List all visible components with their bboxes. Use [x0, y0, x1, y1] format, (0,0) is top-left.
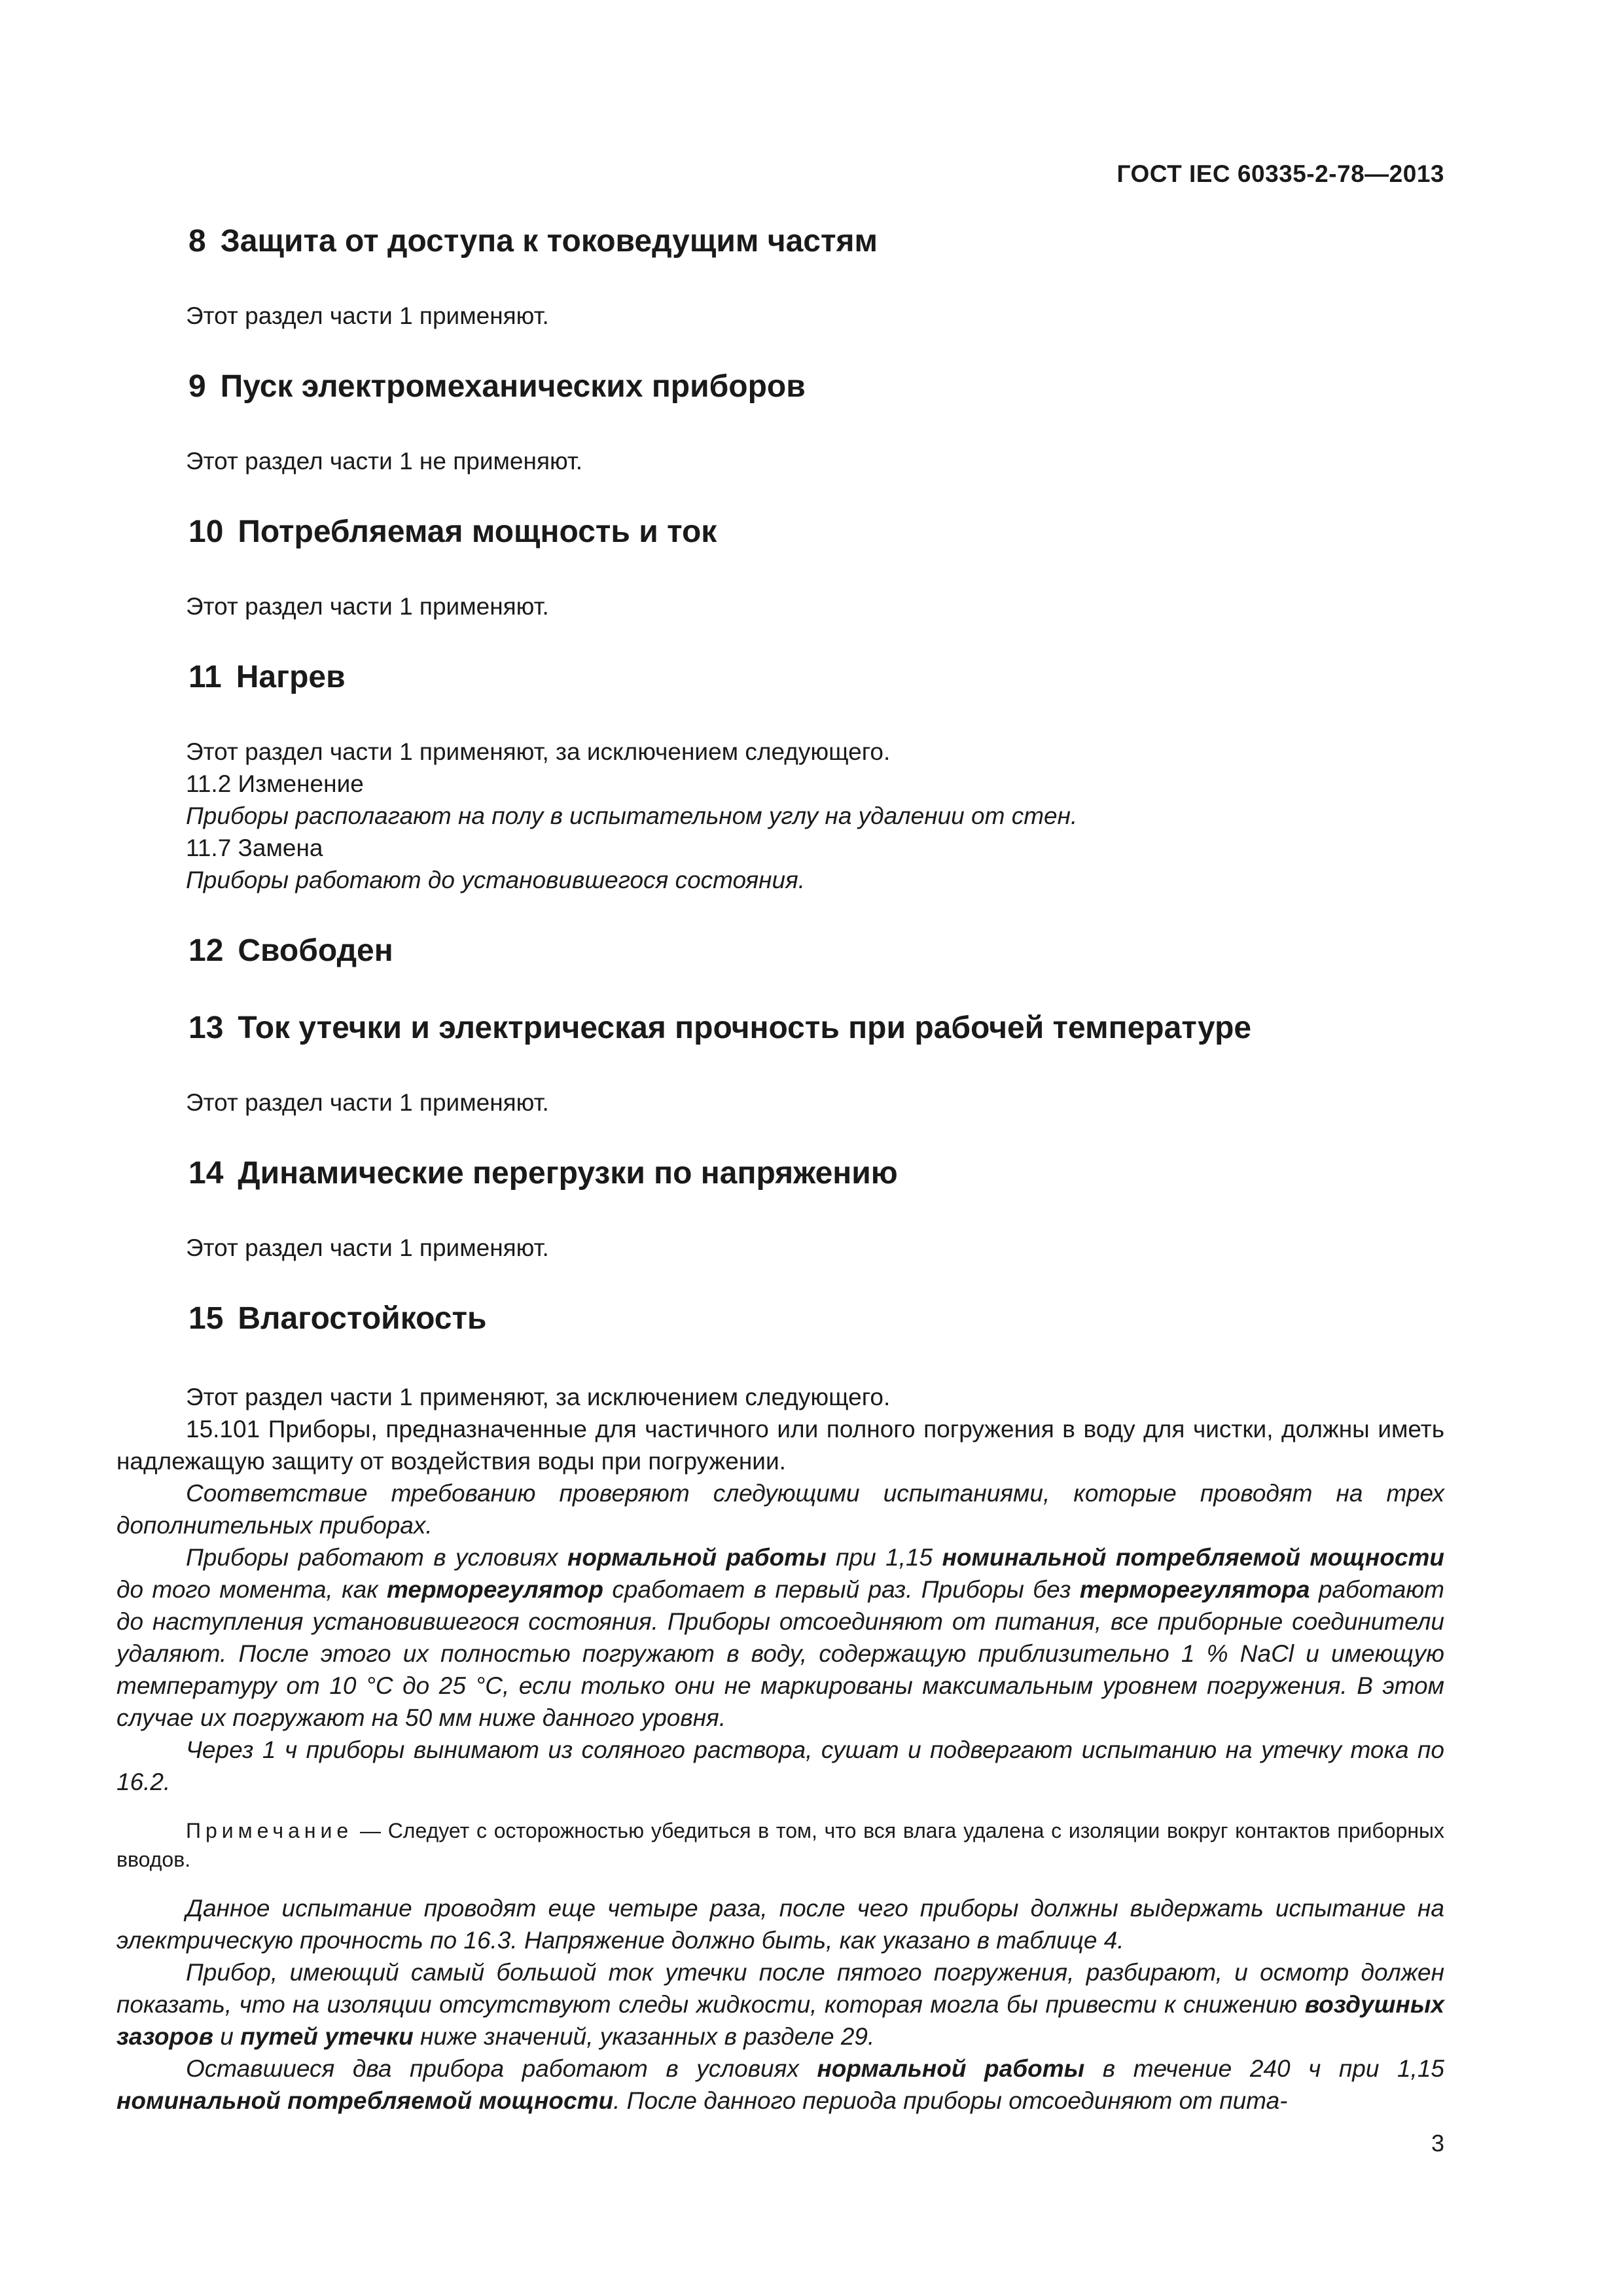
- test-paragraph: Через 1 ч приборы вынимают из соляного раствора, сушат и подвергают испытанию на утечку тока по 16.2.: [116, 1736, 1444, 1795]
- note: Примечание — Следует с осторожностью убедиться в том, что вся влага удалена с изоляции вокруг контактов приборных вводов.: [116, 1819, 1444, 1871]
- section-text: Этот раздел части 1 применяют.: [186, 302, 549, 329]
- page-content: [116, 223, 1444, 2117]
- section-title: 10 Потребляемая мощность и ток: [188, 514, 717, 549]
- section-text: Этот раздел части 1 применяют.: [186, 1089, 549, 1116]
- section-title: 14 Динамические перегрузки по напряжению: [188, 1156, 898, 1191]
- section-text: Этот раздел части 1 применяют.: [186, 593, 549, 620]
- clause-text: Приборы работают до установившегося состояния.: [186, 867, 806, 893]
- clause-heading: 11.7 Замена: [186, 834, 323, 861]
- section-11: [116, 658, 1444, 896]
- section-text: Этот раздел части 1 применяют, за исключением следующего.: [186, 738, 891, 765]
- standard-header: ГОСТ IEC 60335-2-78—2013: [1116, 160, 1444, 187]
- section-title: 12 Свободен: [188, 933, 393, 968]
- section-title: 11 Нагрев: [188, 660, 346, 694]
- section-title: 13 Ток утечки и электрическая прочность при рабочей температуре: [188, 1011, 1252, 1045]
- test-paragraph: Оставшиеся два прибора работают в условиях нормальной работы в течение 240 ч при 1,15 номинальной потребляемой мощности. После данного периода приборы отсоединяют от пита-: [116, 2055, 1444, 2114]
- section-9: [116, 368, 1444, 477]
- test-paragraph: Приборы работают в условиях нормальной работы при 1,15 номинальной потребляемой мощности до того момента, как терморегулятор сработает в первый раз. Приборы без терморегулятора работают до наступления установившегося состояния. Приборы отсоединяют от питания, все приборные соединители удаляют. После этого их полностью погружают в воду, содержащую приблизительно 1 % NaCl и имеющую температуру от 10 °C до 25 °C, если только они не маркированы максимальным уровнем погружения. В этом случае их погружают на 50 мм ниже данного уровня.: [116, 1544, 1444, 1731]
- section-15: [116, 1300, 1444, 2117]
- section-title: 8 Защита от доступа к токоведущим частям: [188, 224, 878, 259]
- section-text: Этот раздел части 1 не применяют.: [186, 448, 583, 475]
- note-label: Примечание: [186, 1819, 353, 1842]
- test-paragraph: Данное испытание проводят еще четыре раза, после чего приборы должны выдержать испытание на электрическую прочность по 16.3. Напряжение должно быть, как указано в таблице 4.: [116, 1895, 1444, 1954]
- section-text: Этот раздел части 1 применяют.: [186, 1234, 549, 1261]
- section-8: [116, 223, 1444, 332]
- compliance-text: Соответствие требованию проверяют следующими испытаниями, которые проводят на трех дополнительных приборах.: [116, 1480, 1444, 1539]
- section-12: [116, 932, 1444, 970]
- section-title: 15 Влагостойкость: [188, 1301, 487, 1336]
- clause-15-101: 15.101 Приборы, предназначенные для частичного или полного погружения в воду для чистки, должны иметь надлежащую защиту от воздействия воды при погружении.: [116, 1416, 1444, 1475]
- page-number: 3: [1431, 2130, 1444, 2157]
- clause-text: Приборы располагают на полу в испытательном углу на удалении от стен.: [186, 802, 1078, 829]
- section-14: [116, 1155, 1444, 1264]
- section-text: Этот раздел части 1 применяют, за исключением следующего.: [186, 1384, 891, 1410]
- section-title: 9 Пуск электромеханических приборов: [188, 369, 806, 404]
- section-13: [116, 1009, 1444, 1119]
- clause-heading: 11.2 Изменение: [186, 770, 364, 797]
- test-paragraph: Прибор, имеющий самый большой ток утечки после пятого погружения, разбирают, и осмотр должен показать, что на изоляции отсутствуют следы жидкости, которая могла бы привести к снижению воздушных зазоров и путей утечки ниже значений, указанных в разделе 29.: [116, 1959, 1444, 2050]
- section-10: [116, 513, 1444, 622]
